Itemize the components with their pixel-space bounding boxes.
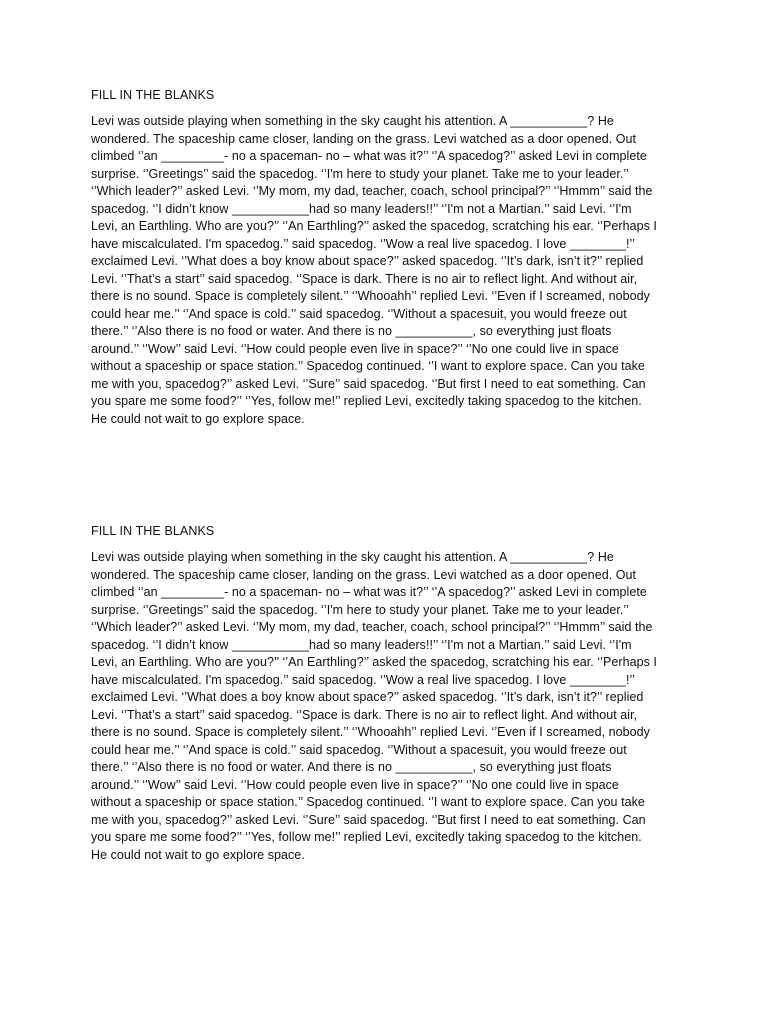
story-line: there.’’ ‘’Also there is no food or water. And there is no ___________, so everything just floats xyxy=(91,324,612,338)
story-line: ‘’Which leader?’’ asked Levi. ‘’My mom, my dad, teacher, coach, school principal?’’ ‘’Hmmm’’ said the xyxy=(91,620,653,634)
story-line: have miscalculated. I'm spacedog.’’ said spacedog. ‘’Wow a real live spacedog. I love ________!’’ xyxy=(91,672,635,687)
story-line: me with you, spacedog?’’ asked Levi. ‘’Sure’’ said spacedog. ‘’But first I need to eat something. Can xyxy=(91,812,646,827)
story-line: climbed ‘’an _________- no a spaceman- no – what was it?’’ ‘’A spacedog?’’ asked Levi in complete xyxy=(91,149,647,163)
story-paragraph xyxy=(91,549,681,864)
story-line: around.’’ ‘’Wow’’ said Levi. ‘’How could people even live in space?’’ ‘’No one could live in space xyxy=(91,341,619,356)
story-line: Levi, an Earthling. Who are you?’’ ‘’An Earthling?’’ asked the spacedog, scratching his ear. ‘’Perhaps I xyxy=(91,219,657,233)
story-line: Levi, an Earthling. Who are you?’’ ‘’An Earthling?’’ asked the spacedog, scratching his ear. ‘’Perhaps I xyxy=(91,655,657,669)
story-line: without a spaceship or space station.’’ Spacedog continued. ‘’I want to explore space. Can you take xyxy=(91,795,645,809)
worksheet-title: FILL IN THE BLANKS xyxy=(91,88,215,102)
story-line: there.’’ ‘’Also there is no food or water. And there is no ___________, so everything just floats xyxy=(91,760,612,774)
story-line: exclaimed Levi. ‘’What does a boy know about space?’’ asked spacedog. ‘’It’s dark, isn’t it?’’ replied xyxy=(91,690,644,704)
story-line: He could not wait to go explore space. xyxy=(91,411,305,426)
worksheet-1 xyxy=(91,87,681,428)
worksheet-title: FILL IN THE BLANKS xyxy=(91,524,215,538)
story-line: surprise. ‘’Greetings’’ said the spacedog. ‘’I'm here to study your planet. Take me to your leader.’’ xyxy=(91,166,629,181)
story-line: surprise. ‘’Greetings’’ said the spacedog. ‘’I'm here to study your planet. Take me to your leader.’’ xyxy=(91,602,629,617)
story-line: could hear me.’’ ‘’And space is cold.’’ said spacedog. ‘’Without a spacesuit, you would freeze out xyxy=(91,306,627,321)
story-line: around.’’ ‘’Wow’’ said Levi. ‘’How could people even live in space?’’ ‘’No one could live in space xyxy=(91,777,619,792)
story-line: spacedog. ‘’I didn’t know ___________had so many leaders!!’’ ‘’I'm not a Martian.’’ said Levi. ‘’I'm xyxy=(91,637,632,652)
story-line: spacedog. ‘’I didn’t know ___________had so many leaders!!’’ ‘’I'm not a Martian.’’ said Levi. ‘’I'm xyxy=(91,201,632,216)
story-line: He could not wait to go explore space. xyxy=(91,847,305,862)
story-line: have miscalculated. I'm spacedog.’’ said spacedog. ‘’Wow a real live spacedog. I love ________!’’ xyxy=(91,236,635,251)
story-line: me with you, spacedog?’’ asked Levi. ‘’Sure’’ said spacedog. ‘’But first I need to eat something. Can xyxy=(91,376,646,391)
story-line: you spare me some food?’’ ‘’Yes, follow me!’’ replied Levi, excitedly taking spacedog to the kitchen. xyxy=(91,830,642,844)
story-line: climbed ‘’an _________- no a spaceman- no – what was it?’’ ‘’A spacedog?’’ asked Levi in complete xyxy=(91,585,647,599)
story-line: there is no sound. Space is completely silent.’’ ‘’Whooahh’’ replied Levi. ‘’Even if I screamed, nobody xyxy=(91,725,650,739)
story-line: wondered. The spaceship came closer, landing on the grass. Levi watched as a door opened. Out xyxy=(91,131,637,146)
story-line: Levi. ‘’That’s a start’’ said spacedog. ‘’Space is dark. There is no air to reflect light. And without air, xyxy=(91,271,638,286)
story-line: Levi was outside playing when something in the sky caught his attention. A ___________? He xyxy=(91,550,614,564)
story-paragraph xyxy=(91,113,681,428)
story-line: could hear me.’’ ‘’And space is cold.’’ said spacedog. ‘’Without a spacesuit, you would freeze out xyxy=(91,742,627,757)
story-line: exclaimed Levi. ‘’What does a boy know about space?’’ asked spacedog. ‘’It’s dark, isn’t it?’’ replied xyxy=(91,254,644,268)
story-line: there is no sound. Space is completely silent.’’ ‘’Whooahh’’ replied Levi. ‘’Even if I screamed, nobody xyxy=(91,289,650,303)
worksheet-2 xyxy=(91,523,681,864)
story-line: without a spaceship or space station.’’ Spacedog continued. ‘’I want to explore space. Can you take xyxy=(91,359,645,373)
story-line: Levi was outside playing when something in the sky caught his attention. A ___________? He xyxy=(91,114,614,128)
story-line: wondered. The spaceship came closer, landing on the grass. Levi watched as a door opened. Out xyxy=(91,567,637,582)
story-line: you spare me some food?’’ ‘’Yes, follow me!’’ replied Levi, excitedly taking spacedog to the kitchen. xyxy=(91,394,642,408)
story-line: Levi. ‘’That’s a start’’ said spacedog. ‘’Space is dark. There is no air to reflect light. And without air, xyxy=(91,707,638,722)
story-line: ‘’Which leader?’’ asked Levi. ‘’My mom, my dad, teacher, coach, school principal?’’ ‘’Hmmm’’ said the xyxy=(91,184,653,198)
